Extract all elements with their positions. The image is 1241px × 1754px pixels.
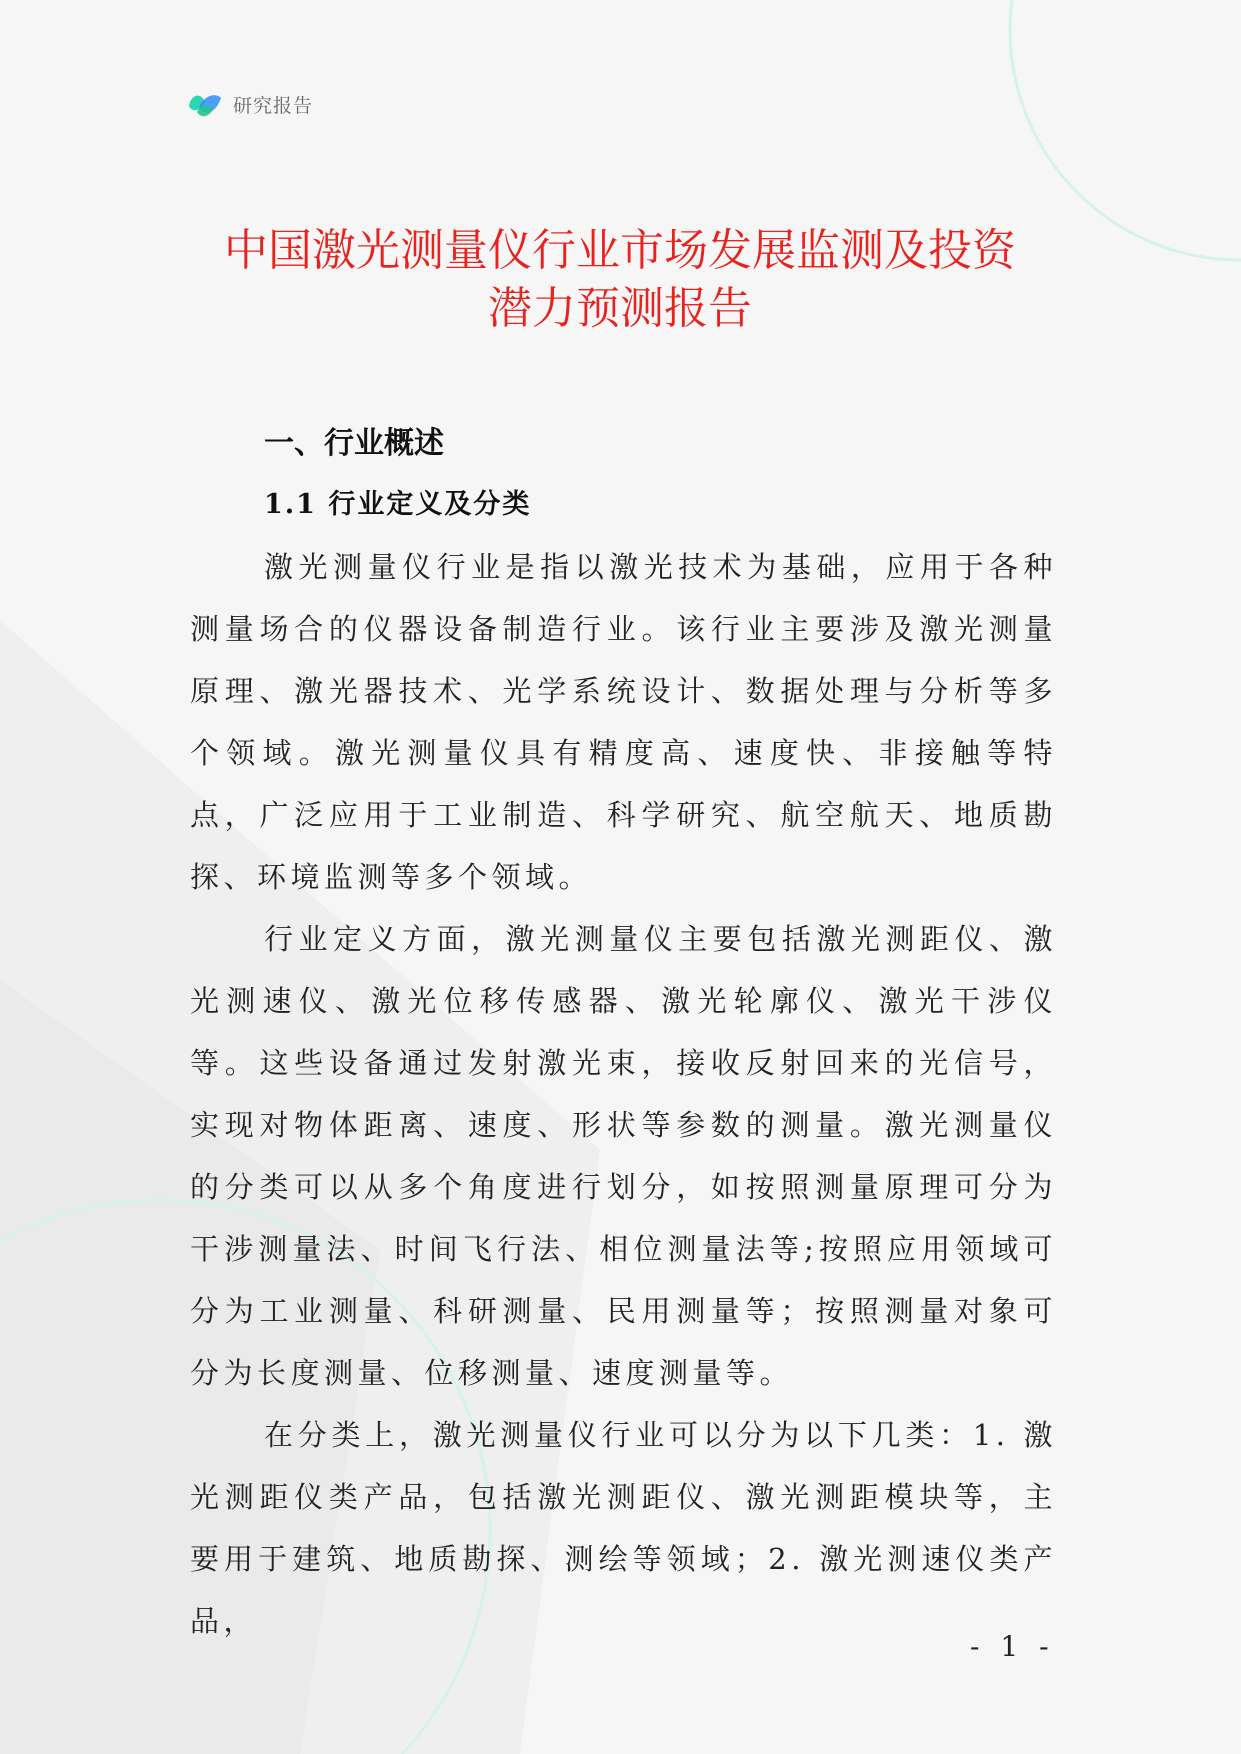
document-title-line-1: 中国激光测量仪行业市场发展监测及投资: [224, 225, 1016, 276]
subsection-heading: 1.1 行业定义及分类: [264, 489, 532, 520]
paragraph-1: 激光测量仪行业是指以激光技术为基础，应用于各种测量场合的仪器设备制造行业。该行业主要涉及激光测量原理、激光器技术、光学系统设计、数据处理与分析等多个领域。激光测量仪具有精度高、速度快、非接触等特点，广泛应用于工业制造、科学研究、航空航天、地质勘探、环境监测等多个领域。: [190, 550, 1057, 894]
document-title-line-2: 潜力预测报告: [488, 283, 752, 334]
header-brand: [187, 88, 313, 120]
brand-label: 研究报告: [233, 94, 314, 117]
page-number: - 1 -: [970, 1630, 1055, 1663]
leaf-logo-icon: [187, 88, 223, 120]
document-body: [190, 414, 1057, 1652]
section-heading: 一、行业概述: [264, 426, 444, 461]
document-title: [150, 222, 1090, 338]
paragraph-3: 在分类上，激光测量仪行业可以分为以下几类：1. 激光测距仪类产品，包括激光测距仪、激光测距模块等，主要用于建筑、地质勘探、测绘等领域；2. 激光测速仪类产品，: [190, 1418, 1057, 1638]
paragraph-2: 行业定义方面，激光测量仪主要包括激光测距仪、激光测速仪、激光位移传感器、激光轮廓仪、激光干涉仪等。这些设备通过发射激光束，接收反射回来的光信号，实现对物体距离、速度、形状等参数的测量。激光测量仪的分类可以从多个角度进行划分，如按照测量原理可分为干涉测量法、时间飞行法、相位测量法等;按照应用领域可分为工业测量、科研测量、民用测量等；按照测量对象可分为长度测量、位移测量、速度测量等。: [190, 922, 1057, 1390]
